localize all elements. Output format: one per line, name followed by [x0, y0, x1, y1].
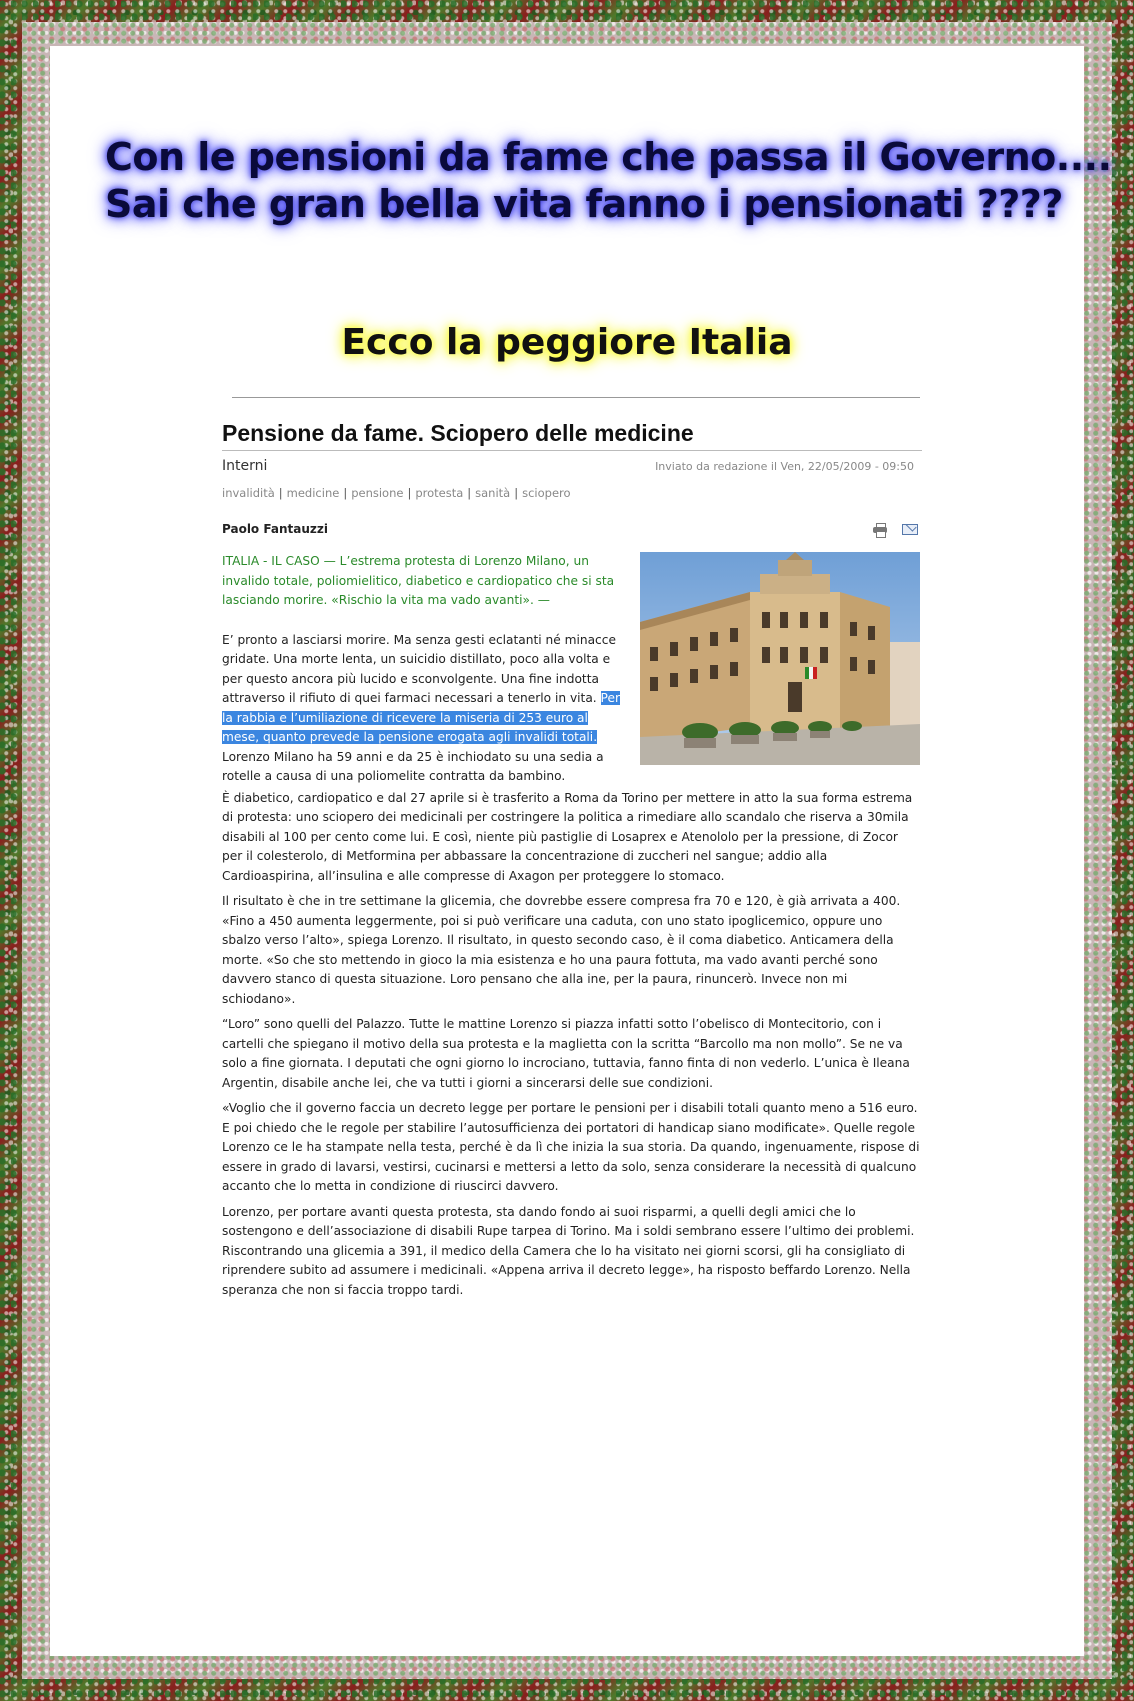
headline-line-2: Sai che gran bella vita fanno i pensionati ????	[105, 182, 1063, 226]
subheadline: Ecco la peggiore Italia	[341, 322, 793, 363]
tag-link[interactable]: invalidità	[222, 486, 275, 500]
first-paragraph	[222, 631, 622, 787]
highlighted-text: Per la rabbia e l’umiliazione di ricevere la miseria di 253 euro al mese, quanto prevede la pensione erogata agli invalidi totali.	[222, 691, 620, 744]
tag-link[interactable]: protesta	[415, 486, 464, 500]
category-link[interactable]: Interni	[222, 458, 268, 474]
body-paragraph: «Voglio che il governo faccia un decreto legge per portare le pensioni per i disabili totali quanto meno a 516 euro. E poi chiedo che le regole per stabilire l’autosufficienza dei portatori di handicap siano modificate». Quelle regole Lorenzo ce le ha stampate nella testa, perché è da lì che inizia la sua storia. Da quando, ingenuamente, rispose di essere in grado di lavarsi, vestirsi, cucinarsi e mettersi a letto da solo, senza considerare la necessità di qualcuno accanto che lo metta in condizione di riuscirci davvero.	[222, 1101, 920, 1193]
tag-link[interactable]: sanità	[475, 486, 511, 500]
tag-list	[222, 486, 922, 500]
body-paragraph: “Loro” sono quelli del Palazzo. Tutte le mattine Lorenzo si piazza infatti sotto l’obelisco di Montecitorio, con i cartelli che spiegano il motivo della sua protesta e la maglietta con la scritta “Barcollo ma non mollo”. Se ne va solo a fine giornata. I deputati che ogni giorno lo incrociano, tuttavia, fanno finta di non vederlo. L’unica è Ileana Argentin, disabile anche lei, che va tutti i giorni a sincerarsi delle sue condizioni.	[222, 1017, 910, 1090]
tag-separator: |	[278, 486, 283, 500]
body-paragraph: Lorenzo, per portare avanti questa protesta, sta dando fondo ai suoi risparmi, a quelli degli amici che lo sostengono e dell’associazione di disabili Rupe tarpea di Torino. Ma i soldi sembrano essere l’ultimo dei problemi. Riscontrando una glicemia a 391, il medico della Camera che lo ha visitato nei giorni scorsi, gli ha consigliato di riprendere subito ad assumere i medicinali. «Appena arriva il decreto legge», ha risposto beffardo Lorenzo. Nella speranza che non si faccia troppo tardi.	[222, 1204, 915, 1297]
headline-line-1: Con le pensioni da fame che passa il Governo....	[105, 135, 1112, 179]
mail-icon[interactable]	[902, 524, 918, 535]
tag-separator: |	[407, 486, 412, 500]
tag-link[interactable]: medicine	[286, 486, 340, 500]
sent-info: Inviato da redazione il Ven, 22/05/2009 - 09:50	[655, 460, 914, 473]
article-meta	[222, 458, 922, 474]
print-icon[interactable]	[872, 522, 888, 536]
tag-link[interactable]: sciopero	[522, 486, 571, 500]
body-paragraph: È diabetico, cardiopatico e dal 27 aprile si è trasferito a Roma da Torino per mettere in atto la sua forma estrema di protesta: uno sciopero dei medicinali per costringere la politica a rimediare allo scandalo che riserva a 30mila disabili al 100 per cento come lui. E così, niente più pastiglie di Losaprex e Atenololo per la pressione, di Zocor per il colesterolo, di Metformina per abbassare la concentrazione di zuccheri nel sangue; addio alla Cardioaspirina, all’insulina e alle compresse di Axagon per proteggere lo stomaco.	[222, 790, 913, 883]
article-title[interactable]: Pensione da fame. Sciopero delle medicine	[222, 420, 922, 451]
lead-paragraph: ITALIA - IL CASO — L’estrema protesta di Lorenzo Milano, un invalido totale, poliomielitico, diabetico e cardiopatico che si sta lasciando morire. «Rischio la vita ma vado avanti». —	[222, 554, 615, 607]
tag-separator: |	[343, 486, 348, 500]
body-paragraph: Il risultato è che in tre settimane la glicemia, che dovrebbe essere compresa fra 70 e 120, è già arrivata a 400. «Fino a 450 aumenta leggermente, poi si può verificare una caduta, con uno stato ipoglicemico, oppure uno sbalzo verso l’alto», spiega Lorenzo. Il risultato, in questo secondo caso, è il coma diabetico. Anticamera della morte. «So che sto mettendo in gioco la mia esistenza e ho una paura fottuta, ma vado avanti perché sono davvero stanco di questa situazione. Loro pensano che alla ine, per la paura, rinuncerò. Invece non mi schiodano».	[222, 894, 901, 1006]
divider	[232, 397, 920, 398]
tag-link[interactable]: pensione	[351, 486, 404, 500]
first-paragraph-text: E’ pronto a lasciarsi morire. Ma senza gesti eclatanti né minacce gridate. Una morte lenta, un suicidio distillato, poco alla volta e per questo ancora più lucido e sconvolgente. Una fine indotta attraverso il rifiuto di quei farmaci necessari a tenerlo in vita.	[222, 632, 616, 705]
palazzo-montecitorio-photo	[640, 552, 920, 765]
tag-separator: |	[467, 486, 472, 500]
page	[50, 46, 1112, 1656]
article-tools	[872, 522, 918, 536]
article	[222, 406, 922, 1300]
lead-column	[222, 552, 622, 787]
tag-separator: |	[514, 486, 519, 500]
first-paragraph-end: Lorenzo Milano ha 59 anni e da 25 è inchiodato su una sedia a rotelle a causa di una poliomelite contratta da bambino.	[222, 749, 604, 783]
author-row	[222, 522, 922, 536]
headline	[105, 134, 1112, 228]
lead-section	[222, 552, 922, 787]
author-name: Paolo Fantauzzi	[222, 522, 328, 536]
